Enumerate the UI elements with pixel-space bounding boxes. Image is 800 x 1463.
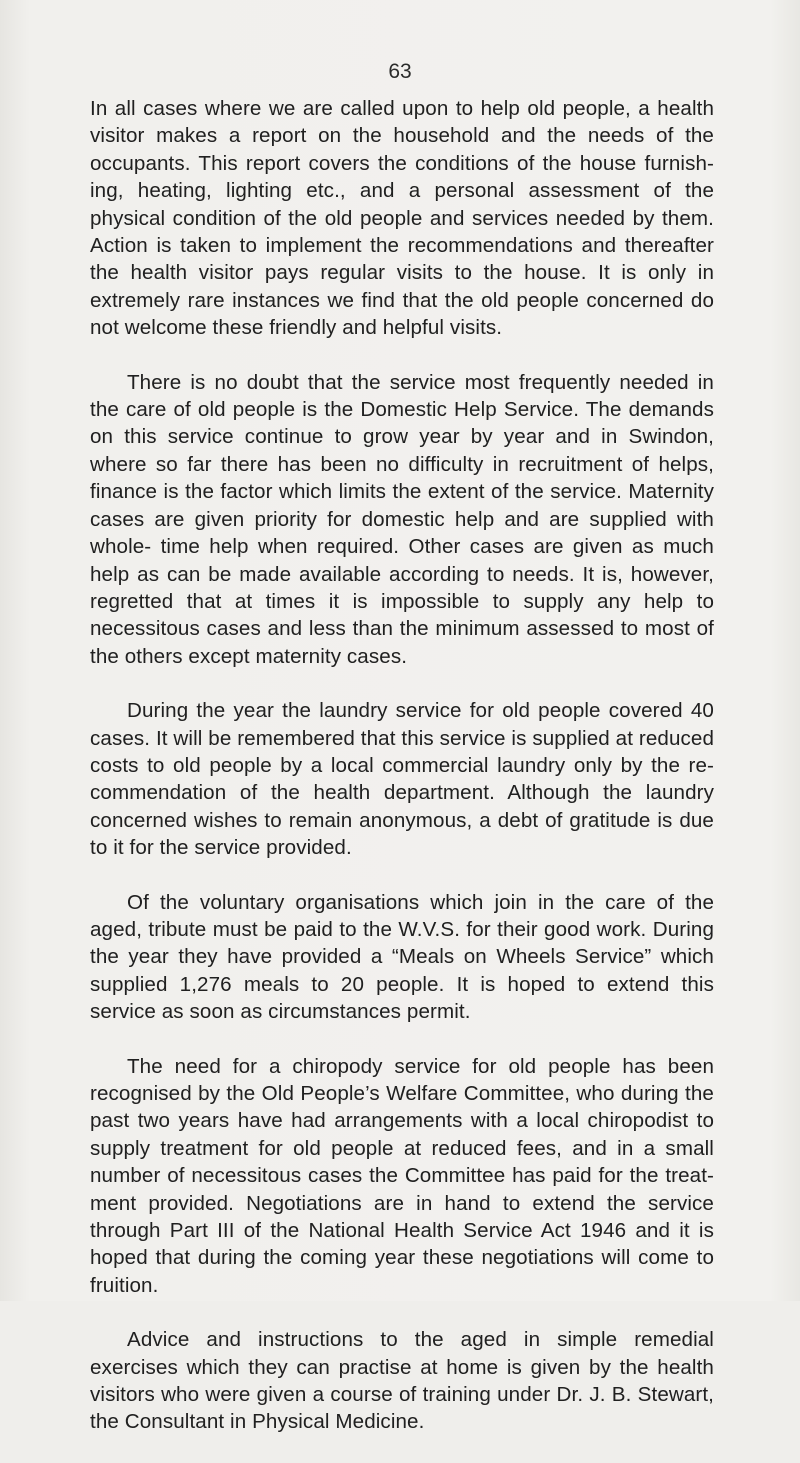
paragraph-laundry-service: During the year the laundry service for old people covered 40 cases. It will be remembered that this service is supplied at reduced costs to old people by a local commercial laundry only by the re- commendation of the health department. Although the laundry concerned wishes to remain anonymous, a debt of gratitude is due to it for the service provided. xyxy=(90,699,714,860)
paragraph-chiropody-service: The need for a chiropody service for old people has been recognised by the Old People’s Welfare Committee, who during the past two years have had arrangements with a local chiropodist to supply treatment for old people at reduced fees, and in a small number of necessitous cases the Committee has paid for the treat- ment provided. Negotiations are in hand to extend the service through Part III of the National Health Service Act 1946 and it is hoped that during the coming year these negotiations will come to fruition. xyxy=(90,1054,714,1297)
paragraph-voluntary-organisations: Of the voluntary organisations which join in the care of the aged, tribute must be paid to the W.V.S. for their good work. During the year they have provided a “Meals on Wheels Service” which supplied 1,276 meals to 20 people. It is hoped to extend this service as soon as circumstances permit. xyxy=(90,890,714,1024)
body-text xyxy=(90,95,714,1463)
paragraph-domestic-help-service: There is no doubt that the service most frequently needed in the care of old people is the Domestic Help Service. The demands on this service continue to grow year by year and in Swindon, where so far there has been no difficulty in recruitment of helps, finance is the factor which limits the extent of the service. Maternity cases are given priority for domestic help and are supplied with whole- time help when required. Other cases are given as much help as can be made available according to needs. It is, however, regretted that at times it is impossible to supply any help to necessitous cases and less than the minimum assessed to most of the others except maternity cases. xyxy=(90,370,714,668)
paragraph-remedial-exercises: Advice and instructions to the aged in simple remedial exercises which they can practise at home is given by the health visitors who were given a course of training under Dr. J. B. Stewart, the Consultant in Physical Medicine. xyxy=(90,1328,714,1434)
paragraph-health-visitor-report: In all cases where we are called upon to help old people, a health visitor makes a report on the household and the needs of the occupants. This report covers the conditions of the house furnish- ing, heating, lighting etc., and a personal assessment of the physical condition of the old people and services needed by them. Action is taken to implement the recommendations and thereafter the health visitor pays regular visits to the house. It is only in extremely rare instances we find that the old people concerned do not welcome these friendly and helpful visits. xyxy=(90,97,714,340)
page-number: 63 xyxy=(388,60,412,83)
